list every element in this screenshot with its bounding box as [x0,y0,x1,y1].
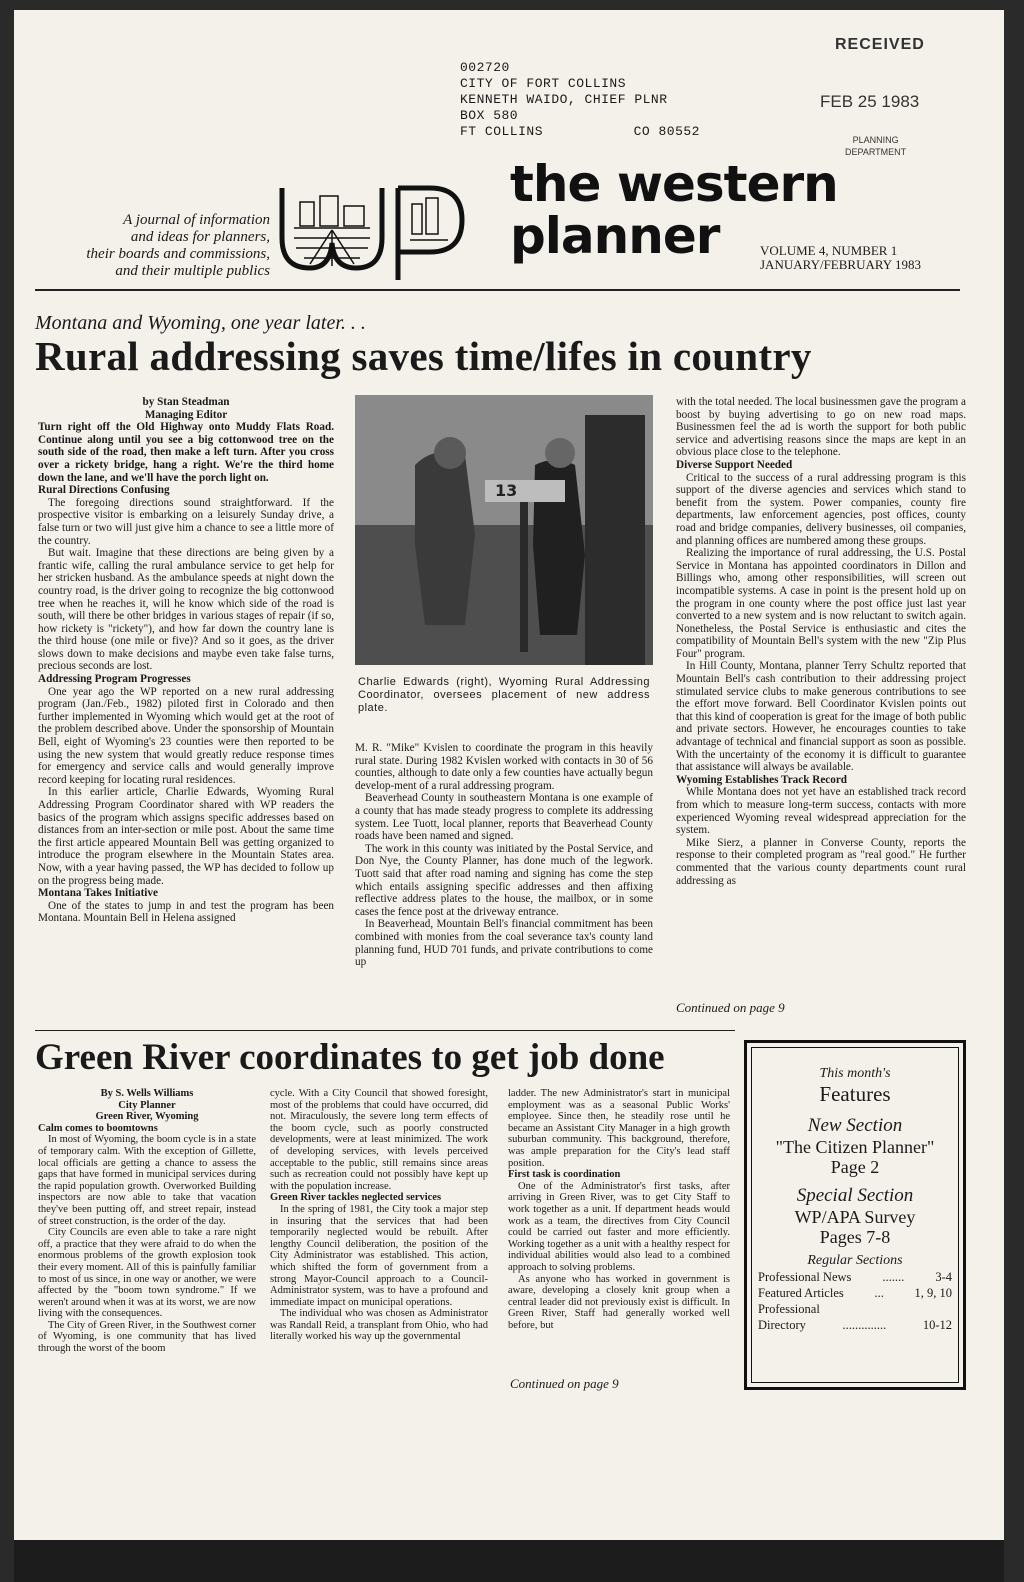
features-citizen-planner-page: Page 2 [830,1157,880,1177]
label-line-5 [460,124,700,140]
features-survey-pages: Pages 7-8 [819,1227,891,1247]
features-regular-sections-label: Regular Sections [807,1253,903,1268]
story1-continued-link[interactable]: Continued on page 9 [676,1000,785,1015]
story1-paragraph: Beaverhead County in southeastern Montana is one example of a county that has made steady progress to complete its addressing system. Lee Tuott, local planner, reports that Beaverhead County roads have been named and signed. [355,792,653,843]
masthead-title-line-1: the western [510,155,838,213]
story2-subhead-first-task: First task is coordination [508,1169,621,1181]
story2-paragraph: In the spring of 1981, the City took a major step in insuring that the services that had been temporarily neglected would be rebuilt. After lengthy Council deliberation, the position of the City Administrator was established. This action, which shifted the form of government from a strong Mayor-Council approach to a Council-Administrator system, was to have a profound and immediate impact on municipal operations. [270,1203,488,1308]
features-row-professional-directory-cont[interactable] [752,1317,958,1333]
features-special-section-label: Special Section [796,1185,914,1206]
label-line-1: 002720 [460,60,510,75]
story1-paragraph: Critical to the success of a rural addressing program is this support of the diverse agencies and services which stand to benefit from the system. Power companies, county fire departments, law enforcement agencies, post offices, county road and bridge companies, delivery businesses, oil companies, and planning offices are numbered among these groups. [676,471,966,547]
story2-subhead-neglected: Green River tackles neglected services [270,1192,442,1204]
row-name: Directory [758,1318,806,1332]
features-box [744,1040,966,1390]
story2-column-1 [38,1088,256,1398]
volume-info [760,244,921,272]
story2-column-2 [270,1088,488,1398]
story1-paragraph: One of the states to jump in and test the program has been Montana. Mountain Bell in Helena assigned [38,899,334,925]
row-name: Professional [758,1302,820,1316]
story1-byline: by Stan Steadman [142,396,230,408]
story2-paragraph: In most of Wyoming, the boom cycle is in a state of temporary calm. With the exception of Gillette, local officials are getting a chance to assess the gaps that have formed in municipal services during the rapid population growth. Overworked Building inspectors are now able to take that vacation they've been putting off, and street repair, instead of street construction, is the order of the day. [38,1134,256,1227]
tagline-line-4: and their multiple publics [115,263,270,279]
story1-paragraph: with the total needed. The local businessmen gave the program a boost by buying advertising to go on new road maps. Businessmen feel the ad is worth the support for both public service and advertising reasons since the maps are kept in an obvious place close to the telephone. [676,396,966,459]
label-line-4: BOX 580 [460,108,519,123]
features-box-inner [751,1047,959,1383]
row-page: 1, 9, 10 [914,1286,952,1300]
row-dots: ....... [882,1270,905,1284]
story2-paragraph: As anyone who has worked in government is aware, developing a closely knit group when a central leader did not previously exist is difficult. In Green River, Staff had generally worked well before, but [508,1273,730,1331]
story1-paragraph: The foregoing directions sound straightforward. If the prospective visitor is embarking on a leisurely Sunday drive, a false turn or two will just give him a chance to see a little more of the country. [38,496,334,547]
story1-byline-role: Managing Editor [144,408,228,421]
story2-paragraph: ladder. The new Administrator's start in municipal employment was as a seasonal Public Works' employee. Since then, he steadily rose until he became an Assistant City Manager in a high growth suburban community. This background, therefore, was ample preparation for the City's lead staff position. [508,1088,730,1169]
issue-date: JANUARY/FEBRUARY 1983 [760,257,921,272]
row-dots: ... [874,1286,884,1300]
story1-lead: Turn right off the Old Highway onto Muddy Flats Road. Continue along until you see a big cottonwood tree on the south side of the road, then make a left turn. After you cross over a rickety bridge, hang a right. We're the third home down the lane, and we'll have the porch light on. [38,421,334,484]
features-row-professional-news[interactable] [752,1269,958,1285]
features-new-section-label: New Section [807,1115,903,1136]
photo-men-mailbox-image [355,395,653,665]
story1-paragraph: In Beaverhead, Mountain Bell's financial commitment has been combined with monies from the coal severance tax's county land planning fund, HUD 701 funds, and private contributions to come up [355,918,653,969]
received-stamp: RECEIVED [835,36,925,53]
stamp-dept-line-1: PLANNING [852,135,899,145]
row-dots: .............. [842,1318,887,1332]
story2-subhead-calm: Calm comes to boomtowns [38,1122,158,1134]
story1-paragraph: But wait. Imagine that these directions are being given by a frantic wife, calling the rural ambulance service to get help for her stricken husband. As the ambulance speeds at night down the country road, is the driver going to recognize the big cottonwood tree when he reaches it, will he know which side of the road is south, will there be other bridges in various stages of repair (if so, how rickety is "rickety"), and how far down the country lane is the third house (one mile or five)? And so it goes, as the driver slows down to make decisions and maybe even take false turns, precious seconds are lost. [38,547,334,673]
address-plate-text: 13 [495,481,518,500]
section-divider [35,1030,735,1031]
received-date: FEB 25 1983 [820,92,920,111]
story1-paragraph: The work in this county was initiated by the Postal Service, and Don Nye, the County Planner, has done much of the legwork. Tuott said that after road naming and signing has come the step which entails assigning specific addresses and then affixing reflective address plates to the house, the mailbox, or in some cases the fence post at the driveway entrance. [355,842,653,918]
planning-department-stamp [845,134,906,158]
row-name: Professional News [758,1270,852,1284]
masthead-rule [35,289,960,291]
features-row-featured-articles[interactable] [752,1285,958,1301]
story1-paragraph: M. R. "Mike" Kvislen to coordinate the program in this heavily rural state. During 1982 Kvislen worked with contacts in 30 of 56 counties, although to date only a few counties have actually begun develop-ment of a rural addressing program. [355,742,653,792]
story1-subhead-progresses: Addressing Program Progresses [38,673,191,686]
features-citizen-planner-link[interactable]: "The Citizen Planner" [775,1137,935,1157]
story1-kicker: Montana and Wyoming, one year later. . . [35,312,366,334]
tagline-line-2: and ideas for planners, [130,229,270,245]
story1-column-1 [38,396,334,1036]
story2-byline-place: Green River, Wyoming [95,1111,199,1123]
journal-tagline [40,212,270,280]
story1-paragraph: While Montana does not yet have an established track record from which to measure long-term success, contacts with more experienced Wyoming reveal widespread appreciation for the system. [676,786,966,837]
label-city: FT COLLINS [460,124,544,139]
story1-photo [355,395,653,665]
story2-paragraph: One of the Administrator's first tasks, after arriving in Green River, was to get City Staff to work together as a unit. If department heads would work as a team, the directives from City Council could be carried out faster and more efficiently. Working together as a unit with a healthy respect for individual abilities would also lead to a combined approach to solving problems. [508,1180,730,1273]
story1-paragraph: In Hill County, Montana, planner Terry Schultz reported that Mountain Bell's cash contribution to their addressing project stimulated service clubs to make generous contributions to see the effort move forward. Bell Coordinator Kvislen points out that this kind of cooperation is great for the image of both public and private sectors. However, he encourages counties to take advantage of technical and financial support as soon as possible. With the uncertainty of the economy it is difficult to guarantee that assistance will always be available. [676,660,966,774]
wp-logo-icon [270,168,470,288]
story1-paragraph: One year ago the WP reported on a new rural addressing program (Jan./Feb., 1982) piloted first in Colorado and then further implemented in Wyoming which would get at the root of the problem described above. Under the sponsorship of Mountain Bell, eight of Wyoming's 23 counties were then reported to be using the new system that would greatly reduce response times for emergency and service calls and would generally improve record keeping for locating rural residences. [38,685,334,786]
story2-headline: Green River coordinates to get job done [35,1037,665,1078]
story1-column-2 [355,742,653,1032]
story1-subhead-confusing: Rural Directions Confusing [38,484,170,497]
story2-paragraph: The individual who was chosen as Administrator was Randall Reid, a transplant from Ohio, who had literally worked his way up the governmental [270,1308,488,1343]
volume-number: VOLUME 4, NUMBER 1 [760,243,898,258]
label-line-3: KENNETH WAIDO, CHIEF PLNR [460,92,668,107]
story1-paragraph: In this earlier article, Charlie Edwards, Wyoming Rural Addressing Program Coordinator shared with WP readers the basics of the program which assigns specific addresses based on distances from an inter-section or mile post. About the same time the first article appeared Mountain Bell was getting organized to introduce the program elsewhere in the Mountain States area. Now, with a year having passed, the WP has decided to follow up on the progress being made. [38,786,334,887]
story1-paragraph: Realizing the importance of rural addressing, the U.S. Postal Service in Montana has appointed coordinators in Dillon and Billings who, among other responsibilities, will screen out incompatible systems. A case in point is the present hold up on the program in one county where the post office just last year converted to a new system and is now reluctant to switch again. Nonetheless, the Postal Service is enthusiastic and cites the compatibility of Mountain Bell's system with the new "Zip Plus Four" program. [676,547,966,660]
story2-paragraph: The City of Green River, in the Southwest corner of Wyoming, is one community that has lived through the worst of the boom [38,1319,256,1355]
story1-column-3 [676,396,966,996]
row-page: 3-4 [935,1270,952,1284]
row-page: 10-12 [922,1318,952,1332]
story2-byline: By S. Wells Williams [100,1088,194,1099]
tagline-line-1: A journal of information [123,212,270,228]
features-survey-link[interactable]: WP/APA Survey [794,1207,916,1227]
features-title: Features [819,1082,891,1106]
story2-paragraph: City Councils are even able to take a rare night off, a practice that they were afraid to do when the enormous problems of the growth explosion took their every moment. All of this is painfully familiar to most of us since, in one way or another, we were affected by the "boom town syndrome." If we weren't around when it was at its worst, we are now living with the consequences. [38,1227,256,1320]
story1-headline: Rural addressing saves time/lifes in country [35,333,812,379]
story1-subhead-diverse: Diverse Support Needed [676,458,793,471]
mailing-label [460,60,760,140]
story1-subhead-wyoming: Wyoming Establishes Track Record [676,773,848,786]
story2-column-3 [508,1088,730,1368]
features-row-professional-directory[interactable] [752,1301,958,1317]
story1-subhead-montana: Montana Takes Initiative [38,887,158,900]
story1-paragraph: Mike Sierz, a planner in Converse County, reports the response to their completed program as "real good." He further commented that the various county departments count rural addressing as [676,836,966,887]
tagline-line-3: their boards and commissions, [86,246,270,262]
story2-continued-link[interactable]: Continued on page 9 [510,1376,619,1391]
features-this-month: This month's [819,1066,891,1081]
scan-shadow [14,1540,1004,1582]
label-line-2: CITY OF FORT COLLINS [460,76,627,91]
story1-photo-caption: Charlie Edwards (right), Wyoming Rural Addressing Coordinator, oversees placement of new address plate. [358,676,650,714]
label-zip: CO 80552 [633,124,700,139]
story2-paragraph: cycle. With a City Council that showed foresight, most of the problems that could have occurred, did not. Miraculously, the severe long term effects of the boom cycle, such as poorly constructed developments, were at least minimized. The work of developing services, with levels perceived acceptable to the public, still remains since areas such as recreation could not possibly have kept up with the population increase. [270,1088,488,1192]
row-name: Featured Articles [758,1286,844,1300]
stamp-dept-line-2: DEPARTMENT [845,147,907,157]
story2-byline-role: City Planner [118,1099,176,1111]
masthead-title-line-2: planner [510,207,720,265]
